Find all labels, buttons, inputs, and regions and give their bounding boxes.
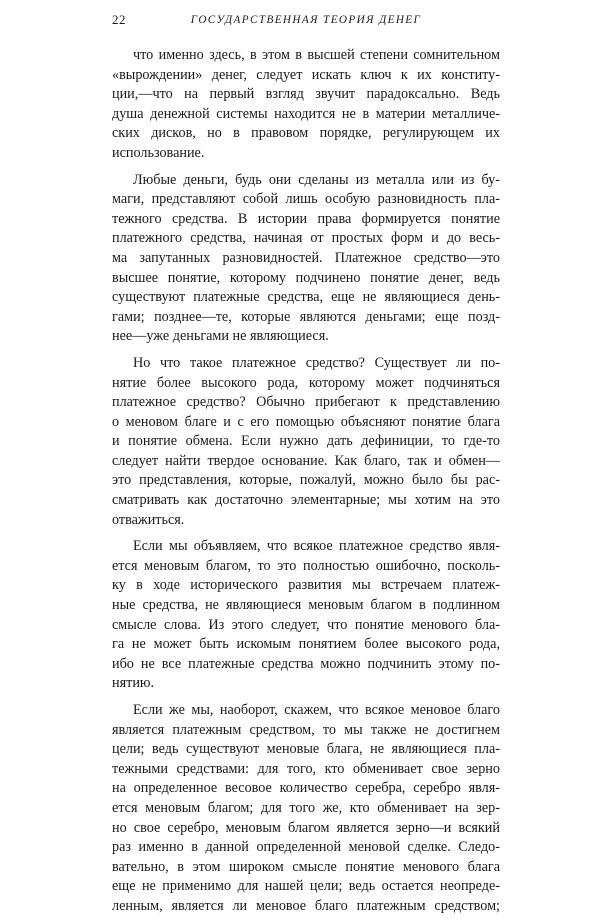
text-line: Если мы объявляем, что всякое платежное средство явля- xyxy=(133,538,500,555)
text-line: га не может быть искомым понятием более высокого рода, xyxy=(112,636,500,653)
text-line: гами; позднее—те, которые являются деньгами; еще позд- xyxy=(112,308,500,325)
text-line: следует найти твердое основание. Как благо, так и обмен— xyxy=(112,452,500,469)
text-line: нятию. xyxy=(112,675,155,692)
text-line: отважиться. xyxy=(112,511,185,528)
text-line: тежного средства. В истории права формируется понятие xyxy=(112,210,500,227)
text-line: Если же мы, наоборот, скажем, что всякое меновое благо xyxy=(133,702,500,718)
text-line: является платежным средством, то мы также не достигнем xyxy=(112,721,500,738)
text-line: ленным, является ли меновое благо платежным средством; xyxy=(112,897,500,914)
text-line: платежное средство? Обычно прибегают к представлению xyxy=(112,394,500,411)
text-line: Любые деньги, будь они сделаны из металла или из бу- xyxy=(133,171,500,188)
paragraph xyxy=(112,46,500,164)
text-line: Но что такое платежное средство? Существует ли по- xyxy=(133,354,500,371)
text-line: раз именно в данной определенной меновой сделке. Следо- xyxy=(112,839,500,856)
text-line: маги, представляют собой лишь особую разновидность пла- xyxy=(112,191,500,208)
text-line: душа денежной системы находится не в материи металличе- xyxy=(112,105,500,122)
text-line: ется меновым благом; для того же, кто обменивает на зер- xyxy=(112,799,500,816)
text-line: ется меновым благом, то это полностью ошибочно, посколь- xyxy=(112,557,500,574)
text-line: ма запутанных разновидностей. Платежное средство—это xyxy=(112,249,500,266)
text-line: ции,—что на первый взгляд звучит парадоксально. Ведь xyxy=(112,86,500,103)
text-line: ку в ходе исторического развития мы встречаем платеж- xyxy=(112,577,500,594)
text-line: «вырождении» денег, следует искать ключ к их конститу- xyxy=(112,66,500,83)
text-line: ные средства, не являющиеся меновым благом в подлинном xyxy=(112,597,500,614)
page-header xyxy=(112,10,500,30)
text-line: ских дисков, но в правовом порядке, регулирующем их xyxy=(112,125,500,142)
text-line: что именно здесь, в этом в высшей степени сомнительном xyxy=(133,47,500,63)
text-line: о меновом благе и с его помощью объясняют понятие блага xyxy=(112,413,500,430)
text-line: существуют платежные средства, еще не являющиеся день- xyxy=(112,289,500,306)
text-line: тежными средствами: для того, кто обменивает свое зерно xyxy=(112,760,500,777)
page-number: 22 xyxy=(112,12,126,27)
running-title: ГОСУДАРСТВЕННАЯ ТЕОРИЯ ДЕНЕГ xyxy=(190,14,422,26)
text-line: высшее понятие, которому подчинено понятие денег, ведь xyxy=(112,269,500,286)
text-line: нее—уже деньгами не являющиеся. xyxy=(112,328,329,345)
paragraph xyxy=(112,537,500,694)
text-line: использование. xyxy=(112,144,205,161)
text-line: вательно, в этом широком смысле понятие менового блага xyxy=(112,858,500,875)
body-text xyxy=(112,46,500,924)
text-line: это представления, которые, пожалуй, можно было бы рас- xyxy=(112,472,500,489)
paragraph xyxy=(112,354,500,530)
text-line: сматривать как достаточно элементарные; мы хотим на это xyxy=(112,492,500,509)
text-line: на определенное весовое количество серебра, серебро явля- xyxy=(112,780,500,797)
text-line: платежного средства, начиная от простых форм и до весь- xyxy=(112,230,500,247)
text-line: и понятие обмена. Если нужно дать дефиниции, то где-то xyxy=(112,433,500,450)
paragraph xyxy=(112,171,500,347)
text-line: смысле слова. Из этого следует, что понятие менового бла- xyxy=(112,616,500,633)
paragraph xyxy=(112,701,500,917)
text-line: нятие более высокого рода, которому может подчиняться xyxy=(112,374,500,391)
text-line: но свое серебро, меновым благом является зерно—и всякий xyxy=(112,819,500,836)
text-line: цели; ведь существуют меновые блага, не являющиеся пла- xyxy=(112,741,500,758)
text-line: еще не применимо для нашей цели; ведь остается неопреде- xyxy=(112,878,500,895)
text-line: ибо не все платежные средства можно подчинить этому по- xyxy=(112,655,500,672)
